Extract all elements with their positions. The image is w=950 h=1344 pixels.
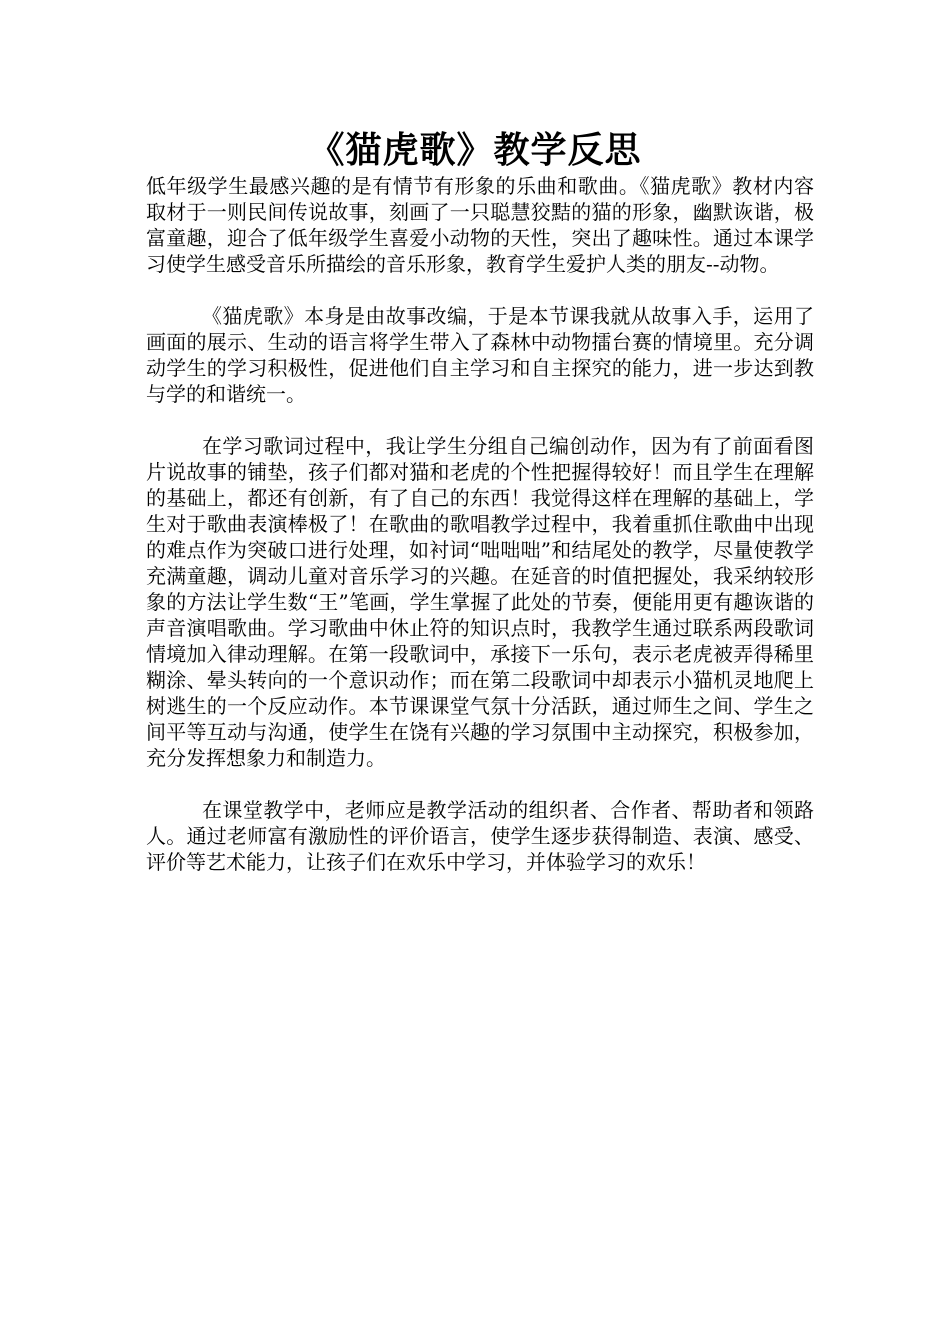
paragraph-gap	[146, 771, 814, 797]
paragraph-gap	[146, 407, 814, 433]
paragraph-gap	[146, 277, 814, 303]
paragraph-intro: 低年级学生最感兴趣的是有情节有形象的乐曲和歌曲。《猫虎歌》教材内容取材于一则民间传说故事，刻画了一只聪慧狡黠的猫的形象，幽默诙谐，极富童趣，迎合了低年级学生喜爱小动物的天性，突出了趣味性。通过本课学习使学生感受音乐所描绘的音乐形象，教育学生爱护人类的朋友--动物。	[146, 174, 814, 276]
paragraph-lyrics-learning: 在学习歌词过程中，我让学生分组自己编创动作，因为有了前面看图片说故事的铺垫，孩子们都对猫和老虎的个性把握得较好！而且学生在理解的基础上，都还有创新，有了自己的东西！我觉得这样在理解的基础上，学生对于歌曲表演棒极了！在歌曲的歌唱教学过程中，我着重抓住歌曲中出现的难点作为突破口进行处理，如衬词“咄咄咄”和结尾处的教学，尽量使教学充满童趣，调动儿童对音乐学习的兴趣。在延音的时值把握处，我采纳较形象的方法让学生数“王”笔画，学生掌握了此处的节奏，便能用更有趣诙谐的声音演唱歌曲。学习歌曲中休止符的知识点时，我教学生通过联系两段歌词情境加入律动理解。在第一段歌词中，承接下一乐句，表示老虎被弄得稀里糊涂、晕头转向的一个意识动作；而在第二段歌词中却表示小猫机灵地爬上树逃生的一个反应动作。本节课课堂气氛十分活跃，通过师生之间、学生之间平等互动与沟通，使学生在饶有兴趣的学习氛围中主动探究，积极参加，充分发挥想象力和制造力。	[146, 434, 814, 770]
document-title: 《猫虎歌》教学反思	[308, 129, 642, 171]
document-body	[146, 173, 814, 875]
paragraph-story-approach: 《猫虎歌》本身是由故事改编，于是本节课我就从故事入手，运用了画面的展示、生动的语言将学生带入了森林中动物擂台赛的情境里。充分调动学生的学习积极性，促进他们自主学习和自主探究的能力，进一步达到教与学的和谐统一。	[146, 304, 814, 406]
paragraph-teacher-role: 在课堂教学中，老师应是教学活动的组织者、合作者、帮助者和领路人。通过老师富有激励性的评价语言，使学生逐步获得制造、表演、感受、评价等艺术能力，让孩子们在欢乐中学习，并体验学习的欢乐！	[146, 798, 814, 874]
